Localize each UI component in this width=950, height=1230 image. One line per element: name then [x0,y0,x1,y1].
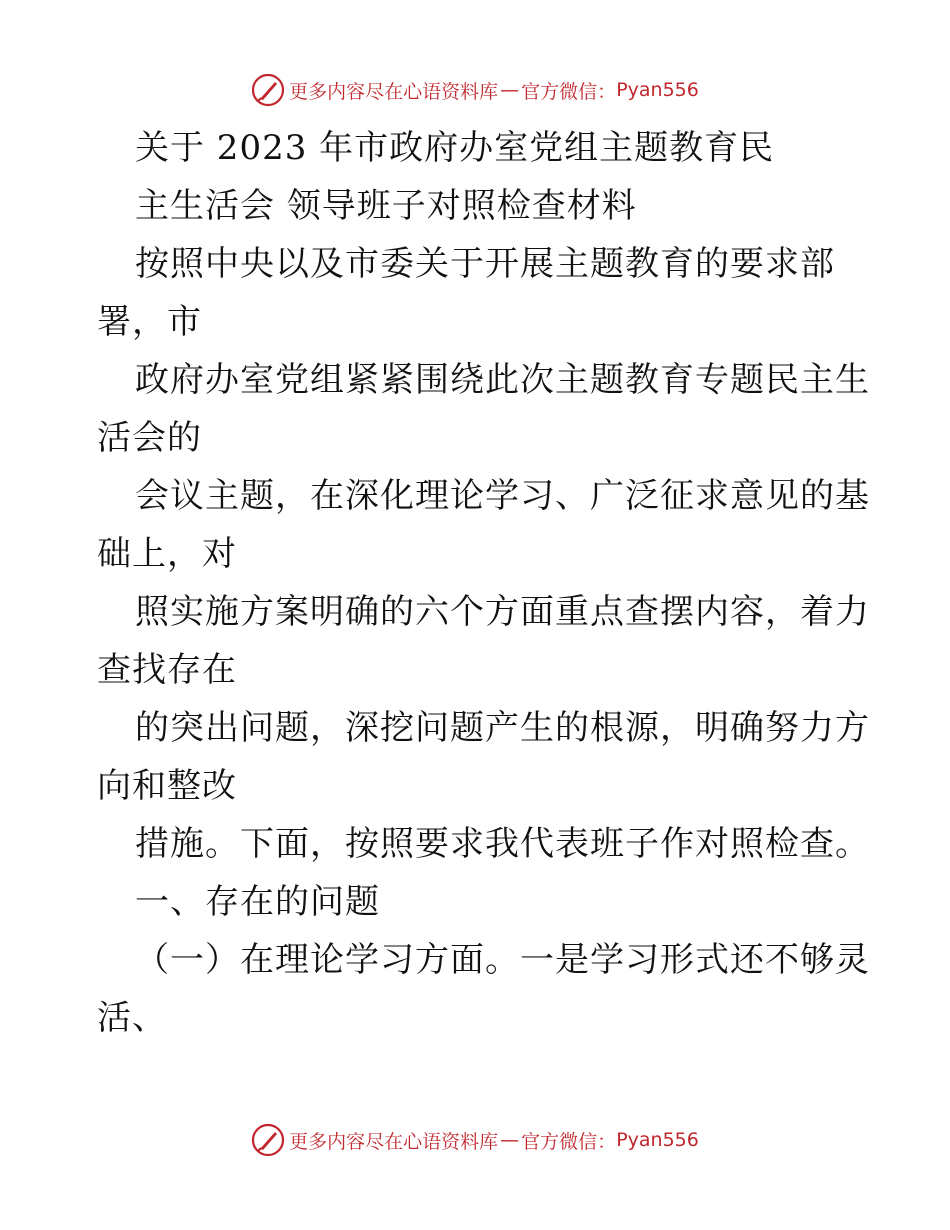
footer-banner [0,1120,950,1160]
paragraph-line: 活、 [97,998,167,1038]
paragraph-line: 查找存在 [97,650,237,690]
document-title-line-2: 主生活会 领导班子对照检查材料 [135,186,637,226]
paragraph-line: 措施。下面，按照要求我代表班子作对照检查。 [135,824,870,864]
quill-pen-icon [251,1123,285,1157]
banner-text: 更多内容尽在心语资料库 [289,80,499,103]
banner-dash: — [500,1129,520,1151]
banner-wechat-id: Pyan556 [616,1129,699,1151]
section-heading: 一、存在的问题 [135,882,380,922]
document-title-line-1: 关于 2023 年市政府办室党组主题教育民 [135,128,775,168]
banner-wechat-id: Pyan556 [616,79,699,101]
banner-text: 更多内容尽在心语资料库 [289,1130,499,1153]
paragraph-line: 照实施方案明确的六个方面重点查摆内容，着力 [135,592,870,632]
paragraph-line: 活会的 [97,418,202,458]
banner-wechat-label: 官方微信： [521,1130,617,1153]
paragraph-line: （一）在理论学习方面。一是学习形式还不够灵 [135,940,870,980]
quill-pen-icon [251,73,285,107]
paragraph-line: 按照中央以及市委关于开展主题教育的要求部 [135,244,835,284]
paragraph-line: 政府办室党组紧紧围绕此次主题教育专题民主生 [135,360,870,400]
paragraph-line: 向和整改 [97,766,237,806]
paragraph-line: 署，市 [97,302,202,342]
paragraph-line: 的突出问题，深挖问题产生的根源，明确努力方 [135,708,870,748]
paragraph-line: 会议主题，在深化理论学习、广泛征求意见的基 [135,476,870,516]
banner-wechat-label: 官方微信： [521,80,617,103]
paragraph-line: 础上，对 [97,534,237,574]
banner-dash: — [500,79,520,101]
header-banner [0,70,950,110]
